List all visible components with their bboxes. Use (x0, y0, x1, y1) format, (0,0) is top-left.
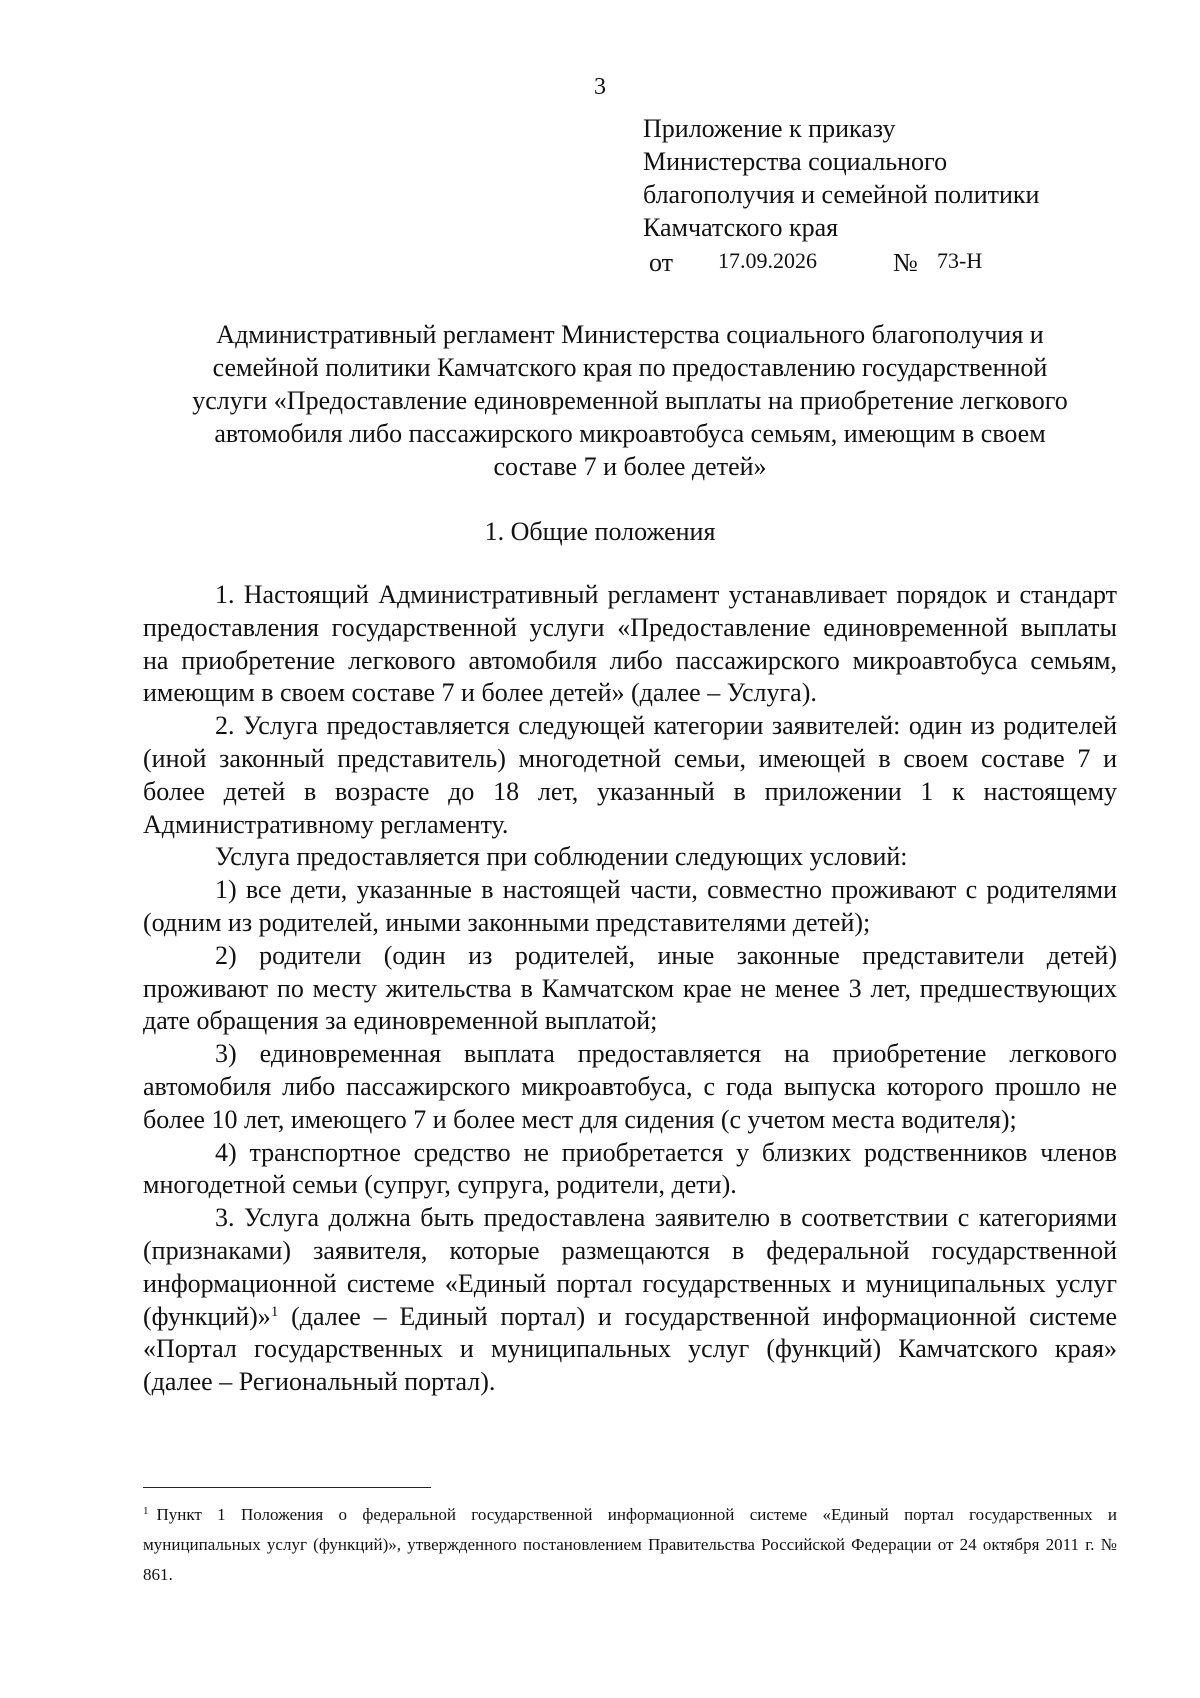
order-details (643, 246, 1163, 280)
order-date: 17.09.2026 (718, 248, 817, 273)
footnote-reference: 1 (270, 1303, 279, 1320)
section-heading: 1. Общие положения (484, 517, 716, 546)
title-line-2: семейной политики Камчатского края по предоставлению государственной (212, 353, 1048, 382)
paragraph-3-clause (143, 1202, 1117, 1399)
title-line-5: составе 7 и более детей» (493, 452, 767, 481)
paragraph-1: 1. Настоящий Административный регламент устанавливает порядок и стандарт предоставления государственной услуги «Предоставление единовременной выплаты на приобретение легкового автомобиля либо пассажирского микроавтобуса семьям, имеющим в своем составе 7 и более детей» (далее – Услуга). (143, 580, 1117, 708)
paragraph-3-text-a: 3. Услуга должна быть предоставлена заявителю в соответствии с категориями (признаками) заявителя, которые размещаются в федеральной государственной информационной системе «Единый портал государственных и муниципальных услуг (функций)» (143, 1203, 1117, 1331)
footnote-separator (143, 1487, 431, 1488)
order-number-sign: № (893, 248, 918, 277)
footnote (143, 1500, 1117, 1590)
appendix-line-1: Приложение к приказу (643, 114, 896, 143)
condition-4: 4) транспортное средство не приобретается у близких родственников членов многодетной семьи (супруг, супруга, родители, дети). (143, 1137, 1117, 1200)
appendix-line-3: благополучия и семейной политики (643, 180, 1040, 209)
appendix-block (643, 112, 1163, 280)
order-from-label: от (649, 248, 674, 277)
order-number: 73-Н (937, 248, 983, 273)
document-title (140, 318, 1120, 483)
appendix-line-4: Камчатского края (643, 213, 839, 242)
appendix-line-2: Министерства социального (643, 147, 948, 176)
title-line-1: Административный регламент Министерства социального благополучия и (216, 320, 1044, 349)
footnote-text: Пункт 1 Положения о федеральной государственной информационной системе «Единый портал государственных и муниципальных услуг (функций)», утвержденного постановлением Правительства Российской Федерации от 24 октября 2011 г. № 861. (143, 1505, 1117, 1584)
paragraph-3-text-b: (далее – Единый портал) и государственной информационной системе «Портал государственных и муниципальных услуг (функций) Камчатского края» (далее – Региональный портал). (143, 1301, 1117, 1397)
page-number: 3 (594, 74, 606, 100)
condition-1: 1) все дети, указанные в настоящей части, совместно проживают с родителями (одним из родителей, иными законными представителями детей); (143, 875, 1117, 937)
document-body (143, 579, 1117, 1399)
paragraph-3: Услуга предоставляется при соблюдении следующих условий: (215, 842, 908, 872)
title-line-3: услуги «Предоставление единовременной выплаты на приобретение легкового (192, 386, 1068, 415)
title-line-4: автомобиля либо пассажирского микроавтобуса семьям, имеющим в своем (214, 419, 1046, 448)
condition-2: 2) родители (один из родителей, иные законные представители детей) проживают по месту жительства в Камчатском крае не менее 3 лет, предшествующих дате обращения за единовременной выплатой; (143, 940, 1117, 1036)
paragraph-2: 2. Услуга предоставляется следующей категории заявителей: один из родителей (иной законный представитель) многодетной семьи, имеющей в своем составе 7 и более детей в возрасте до 18 лет, указанный в приложении 1 к настоящему Административному регламенту. (143, 711, 1117, 839)
footnote-mark: 1 (143, 1505, 149, 1517)
condition-3: 3) единовременная выплата предоставляется на приобретение легкового автомобиля либо пассажирского микроавтобуса, с года выпуска которого прошло не более 10 лет, имеющего 7 и более мест для сидения (с учетом места водителя); (143, 1039, 1117, 1134)
